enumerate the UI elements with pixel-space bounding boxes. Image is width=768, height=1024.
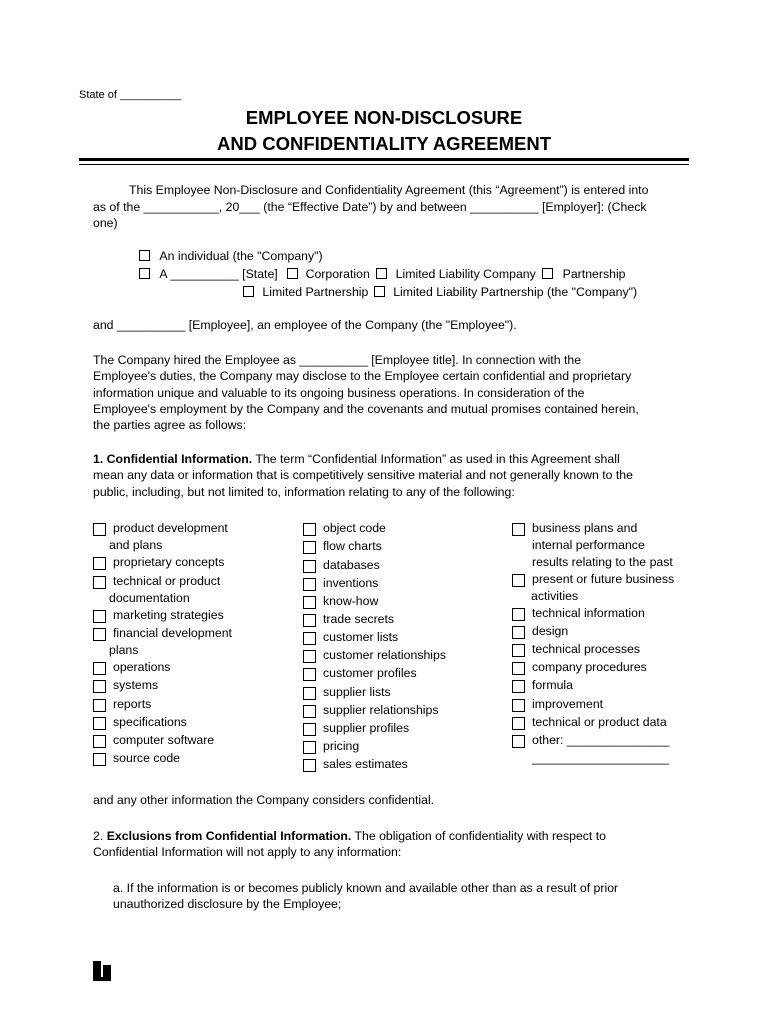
hire-line: Employee's employment by the Company and the covenants and mutual promises contained herein,: [93, 401, 639, 416]
checkbox[interactable]: [93, 557, 106, 570]
checkbox[interactable]: [512, 717, 525, 730]
checkbox[interactable]: [93, 753, 106, 766]
checkbox[interactable]: [303, 596, 316, 609]
checkbox[interactable]: [93, 680, 106, 693]
checkbox[interactable]: [93, 662, 106, 675]
section-2-line-2: Confidential Information will not apply to any information:: [93, 845, 402, 860]
checkbox[interactable]: [303, 578, 316, 591]
section-2: [93, 828, 693, 861]
checkbox[interactable]: [303, 632, 316, 645]
hire-line: The Company hired the Employee as __________ [Employee title]. In connection with the: [93, 353, 582, 367]
option-state-entity-row: [139, 266, 626, 282]
checkbox[interactable]: [303, 668, 316, 681]
section-1: [93, 451, 693, 500]
checkbox-corporation[interactable]: [287, 268, 298, 279]
title-divider-thin: [79, 164, 689, 165]
checkbox[interactable]: [303, 650, 316, 663]
checkbox[interactable]: [512, 626, 525, 639]
option-corporation-label: Corporation: [305, 267, 370, 281]
section-2a: [113, 880, 713, 913]
checkbox-lp[interactable]: [243, 286, 254, 297]
section-1-text: The term “Confidential Information” as used in this Agreement shall: [252, 452, 620, 466]
document-title-line-2: AND CONFIDENTIALITY AGREEMENT: [216, 133, 552, 154]
checkbox[interactable]: [303, 541, 316, 554]
option-individual[interactable]: [139, 248, 323, 264]
section-2-heading: Exclusions from Confidential Information.: [106, 829, 352, 843]
checkbox[interactable]: [512, 699, 525, 712]
employee-line: and __________ [Employee], an employee of the Company (the "Employee").: [93, 318, 517, 332]
checkbox-partnership[interactable]: [542, 268, 553, 279]
checkbox[interactable]: [93, 735, 106, 748]
checkbox[interactable]: [303, 614, 316, 627]
any-other-line: and any other information the Company considers confidential.: [93, 793, 435, 807]
hire-paragraph: [93, 352, 693, 433]
option-llc-label: Limited Liability Company: [395, 267, 536, 281]
checkbox[interactable]: [512, 574, 525, 587]
section-2a-line-1: a. If the information is or becomes publicly known and available other than as a result of prior: [113, 881, 619, 895]
intro-line-2: as of the ___________, 20___ (the “Effective Date”) by and between __________ [Employer]: (Check: [93, 200, 647, 214]
checkbox[interactable]: [512, 523, 525, 536]
option-partnership-label: Partnership: [562, 267, 626, 281]
option-lp-row: [243, 284, 637, 300]
checkbox[interactable]: [512, 662, 525, 675]
checkbox[interactable]: [93, 576, 106, 589]
option-state-label[interactable]: A __________ [State]: [159, 267, 278, 281]
option-llp-label: Limited Liability Partnership (the "Company"): [393, 285, 638, 299]
intro-line-1: This Employee Non-Disclosure and Confidentiality Agreement (this “Agreement”) is entered into: [129, 183, 649, 197]
checkbox[interactable]: [93, 610, 106, 623]
intro-line-3: one): [93, 216, 118, 230]
checkbox-llc[interactable]: [376, 268, 387, 279]
section-2-text: The obligation of confidentiality with respect to: [351, 829, 607, 843]
checkbox-llp[interactable]: [374, 286, 385, 297]
section-1-line-2: mean any data or information that is competitively sensitive material and not generally known to the: [93, 468, 633, 483]
section-2-number: 2.: [93, 829, 107, 843]
hire-line: information unique and valuable to its ongoing business operations. In consideration of the: [93, 385, 585, 400]
title-divider-thick: [79, 158, 689, 161]
checkbox-individual[interactable]: [139, 250, 150, 261]
checkbox[interactable]: [303, 759, 316, 772]
hire-line: the parties agree as follows:: [93, 418, 247, 433]
checkbox[interactable]: [93, 699, 106, 712]
checkbox[interactable]: [303, 741, 316, 754]
section-1-line-3: public, including, but not limited to, information relating to any of the following:: [93, 484, 515, 499]
checkbox[interactable]: [93, 523, 106, 536]
checkbox[interactable]: [303, 523, 316, 536]
checkbox[interactable]: [512, 644, 525, 657]
checkbox[interactable]: [303, 723, 316, 736]
document-title-line-1: EMPLOYEE NON-DISCLOSURE: [245, 107, 523, 128]
section-1-heading: 1. Confidential Information.: [93, 452, 253, 466]
checkbox-state-entity[interactable]: [139, 268, 150, 279]
hire-line: Employee's duties, the Company may disclose to the Employee certain confidential and proprietary: [93, 369, 632, 384]
option-individual-label: An individual (the "Company"): [159, 249, 323, 263]
section-2a-line-2: unauthorized disclosure by the Employee;: [113, 897, 342, 912]
checkbox[interactable]: [512, 608, 525, 621]
state-of-field[interactable]: State of __________: [79, 89, 182, 101]
checkbox[interactable]: [303, 687, 316, 700]
checkbox[interactable]: [93, 628, 106, 641]
checkbox[interactable]: [303, 560, 316, 573]
checkbox[interactable]: [512, 735, 525, 748]
checkbox[interactable]: [303, 705, 316, 718]
document-logo-icon: [93, 961, 113, 981]
checkbox[interactable]: [93, 717, 106, 730]
document-page: State of __________ EMPLOYEE NON-DISCLOSURE AND CONFIDENTIALITY AGREEMENT This Employee Non-Disclosure and Confidentiality Agreement (this “Agreement”) is entered into as of the ___________, 20___ (the “Effective Date”) by and between __________ [Employer]: (Check one) An individual (the "Company") A __________ [State] Corporation Limited Liability Company Partnership Limited Partnership Limited Liability Partnership (the "Company") and __________ [Employee], an employee of the Company (the "Employee"). The Company hired the Employee as __________ [Employee title]. In connection with the Employee's duties, the Company may disclose to the Employee certain confidential and proprietary information unique and valuable to its ongoing business operations. In consideration of the Employee's employment by the Company and the covenants and mutual promises contained herein, the parties agree as follows: 1. Confidential Information. The term “Confidential Information” as used in this Agreement shall mean any data or information that is competitively sensitive material and not generally known to the public, including, but not limited to, information relating to any of the following: product development and plans proprietary concepts technical or product documentation marketing strategies financial development plans operations systems reports specifications computer software source code object code flow charts databases inventions know-how trade secrets customer lists customer relationships customer profiles supplier lists supplier relationships supplier profiles pricing sales estimates business plans and internal performance results relating to the past present or future business activities technical information design technical processes company procedures formula improvement technical or product data other: _______________ ____________________ and any other information the Company considers confidential. 2. Exclusions from Confidential Information. The obligation of confidentiality with respect to Confidential Information will not apply to any information: a. If the information is or becomes publicly known and available other than as a result of prior unauthorized disclosure by the Employee;: [0, 0, 768, 1024]
option-lp-label: Limited Partnership: [262, 285, 369, 299]
checkbox[interactable]: [512, 680, 525, 693]
